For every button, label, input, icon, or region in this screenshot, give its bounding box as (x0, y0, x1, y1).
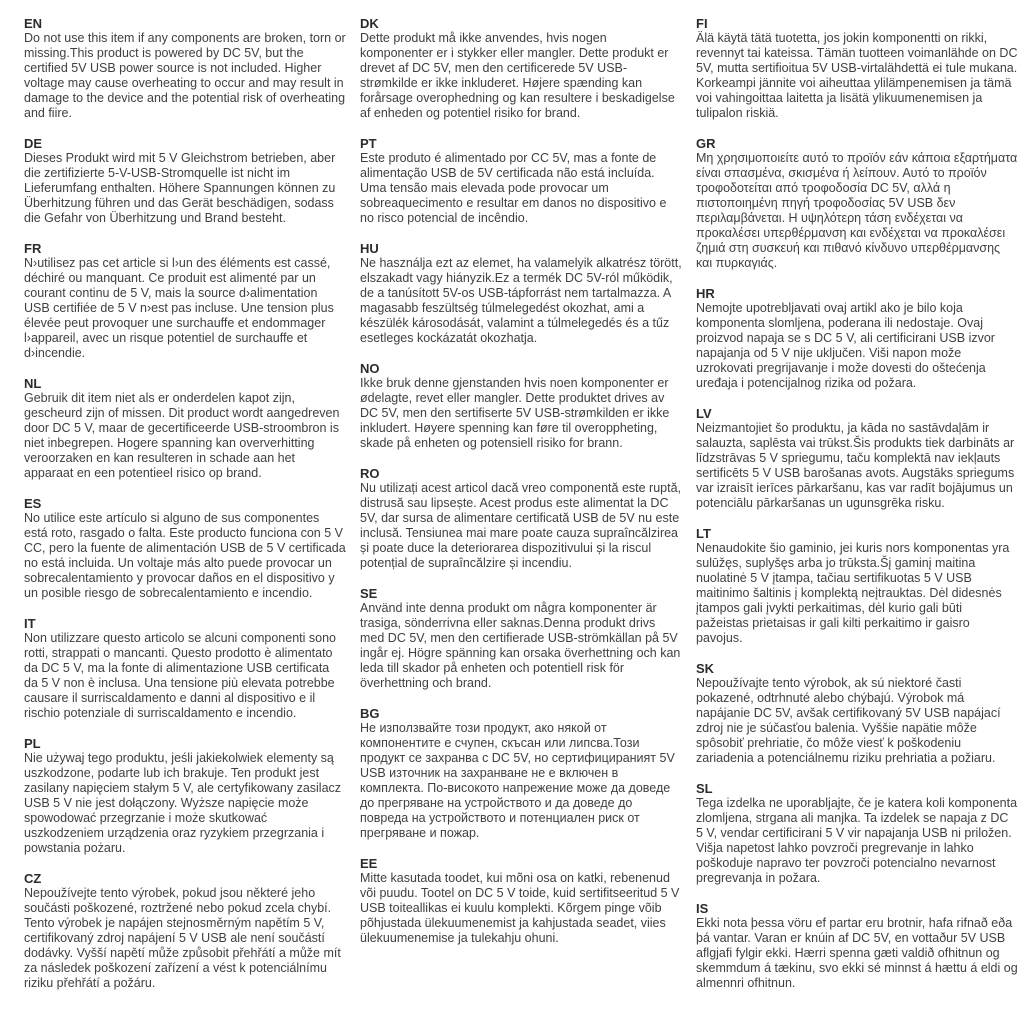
language-code-heading: FI (696, 16, 708, 31)
language-code-heading: SL (696, 781, 713, 796)
column-2 (360, 16, 682, 1006)
language-code-heading: LT (696, 526, 711, 541)
language-code-heading: RO (360, 466, 380, 481)
language-code-heading: PL (24, 736, 41, 751)
warning-text: Nepoužívajte tento výrobok, ak sú niektoré časti pokazené, odtrhnuté alebo chýbajú. Výrobok má napájanie DC 5V, avšak certifikovaný 5V USB napájací zdroj nie je súčasťou balenia. Vyššie napätie môže spôsobiť prehriatie, čo môže viesť k poškodeniu zariadenia a potenciálnemu riziku prehriatia a požiaru. (696, 676, 1001, 765)
warning-text: Neizmantojiet šo produktu, ja kāda no sastāvdaļām ir salauzta, saplēsta vai trūkst.Šis produkts tiek darbināts ar līdzstrāvas 5 V spriegumu, taču komplektā nav iekļauts sertificēts 5 V USB barošanas avots. Augstāks spriegums var izraisīt ierīces pārkaršanu, kas var radīt bojājumus un potenciālu pārkaršanas un ugunsgrēka risku. (696, 421, 1015, 510)
language-section (360, 466, 682, 571)
language-code-heading: CZ (24, 871, 42, 886)
language-section (24, 376, 346, 481)
warning-text: Non utilizzare questo articolo se alcuni componenti sono rotti, strappati o mancanti. Questo prodotto è alimentato da DC 5 V, ma la fonte di alimentazione USB certificata da 5 V non è inclusa. Una tensione più elevata potrebbe causare il surriscaldamento e danni al dispositivo e il rischio potenziale di surriscaldamento e incendio. (24, 631, 336, 720)
language-code-heading: SK (696, 661, 715, 676)
language-code-heading: EE (360, 856, 378, 871)
warning-text: Gebruik dit item niet als er onderdelen kapot zijn, gescheurd zijn of missen. Dit product wordt aangedreven door DC 5 V, maar de gecertificeerde USB-stroombron is niet inbegrepen. Hogere spanning kan oververhitting veroorzaken en kan resulteren in schade aan het apparaat en een potentieel risico op brand. (24, 391, 340, 480)
language-code-heading: ES (24, 496, 42, 511)
language-section (24, 241, 346, 361)
warning-text: Nepoužívejte tento výrobek, pokud jsou některé jeho součásti poškozené, roztržené nebo pokud zcela chybí. Tento výrobek je napájen stejnosměrným napětím 5 V, certifikovaný zdroj napájení 5 V USB ale není součástí dodávky. Vyšší napětí může způsobit přehřátí a může mít za následek poškození zařízení a vést k potenciálnímu riziku přehřátí a požáru. (24, 886, 341, 990)
column-3 (696, 16, 1018, 1006)
language-section (360, 361, 682, 451)
language-section (24, 616, 346, 721)
language-code-heading: HR (696, 286, 715, 301)
language-code-heading: IS (696, 901, 709, 916)
language-section (696, 136, 1018, 271)
language-section (696, 16, 1018, 121)
language-code-heading: EN (24, 16, 43, 31)
warning-text: Do not use this item if any components are broken, torn or missing.This product is powered by DC 5V, but the certified 5V USB power source is not included. Higher voltage may cause overheating to occur and may result in damage to the device and the potential risk of overheating and fiire. (24, 31, 346, 120)
warning-text: Använd inte denna produkt om några komponenter är trasiga, sönderrivna eller saknas.Denna produkt drivs med DC 5V, men den certifierade USB-strömkällan på 5V ingår ej. Högre spänning kan orsaka överhettning och kan leda till skador på enheten och potentiell risk för överhettning och brand. (360, 601, 681, 690)
language-code-heading: PT (360, 136, 377, 151)
language-section (360, 706, 682, 841)
language-section (360, 16, 682, 121)
warning-text: Nemojte upotrebljavati ovaj artikl ako je bilo koja komponenta slomljena, poderana ili nedostaje. Ovaj proizvod napaja se s DC 5 V, ali certificirani USB izvor napajanja od 5 V nije uključen. Viši napon može uzrokovati pregrijavanje i može dovesti do oštećenja uređaja i potencijalnog rizika od požara. (696, 301, 995, 390)
language-section (696, 406, 1018, 511)
language-code-heading: HU (360, 241, 379, 256)
language-section (24, 496, 346, 601)
language-section (696, 286, 1018, 391)
warning-text: Dieses Produkt wird mit 5 V Gleichstrom betrieben, aber die zertifizierte 5-V-USB-Stromquelle ist nicht im Lieferumfang enthalten. Höhere Spannungen können zu Überhitzung führen und das Gerät beschädigen, sodass die Gefahr von Überhitzung und Brand besteht. (24, 151, 336, 225)
language-code-heading: IT (24, 616, 36, 631)
warning-text: Ikke bruk denne gjenstanden hvis noen komponenter er ødelagte, revet eller mangler. Dette produktet drives av DC 5V, men den sertifiserte 5V USB-strømkilden er ikke inkludert. Høyere spenning kan føre til overoppheting, skade på enheten og potensiell risiko for brann. (360, 376, 670, 450)
warning-text: Nie używaj tego produktu, jeśli jakiekolwiek elementy są uszkodzone, podarte lub ich brakuje. Ten produkt jest zasilany napięciem stałym 5 V, ale certyfikowany zasilacz USB 5 V nie jest dołączony. Wyższe napięcie może spowodować przegrzanie i może skutkować uszkodzeniem urządzenia oraz ryzykiem przegrzania i powstania pożaru. (24, 751, 342, 855)
warning-text: Ekki nota þessa vöru ef partar eru brotnir, hafa rifnað eða þá vantar. Varan er knúin af DC 5V, en vottaður 5V USB aflgjafi fylgir ekki. Hærri spenna gæti valdið ofhitnun og skemmdum á tækinu, svo ekki sé minnst á hættu á eldi og almennri ofhitnun. (696, 916, 1018, 990)
language-code-heading: DK (360, 16, 379, 31)
language-section (360, 856, 682, 946)
language-section (24, 871, 346, 991)
language-section (360, 241, 682, 346)
warning-text: Dette produkt må ikke anvendes, hvis nogen komponenter er i stykker eller mangler. Dette produkt er drevet af DC 5V, men den certificerede 5V USB-strømkilde er ikke inkluderet. Højere spænding kan forårsage overophedning og kan resultere i beskadigelse af enheden og potentiel risiko for brand. (360, 31, 675, 120)
warning-text: Mitte kasutada toodet, kui mõni osa on katki, rebenenud või puudu. Tootel on DC 5 V toide, kuid sertifitseeritud 5 V USB toiteallikas ei kuulu komplekti. Kõrgem pinge võib põhjustada ülekuumenemist ja kahjustada seadet, viies ülekuumenemise ja tulekahju ohuni. (360, 871, 680, 945)
warning-text: Nenaudokite šio gaminio, jei kuris nors komponentas yra sulūžęs, suplyšęs arba jo trūksta.Šį gaminį maitina nuolatinė 5 V įtampa, tačiau sertifikuotas 5 V USB maitinimo šaltinis į komplektą neįtrauktas. Dėl didesnės įtampos gali įvykti perkaitimas, dėl kurio gali būti pažeistas prietaisas ir gali kilti perkaitimo ir gaisro pavojus. (696, 541, 1010, 645)
column-1 (24, 16, 346, 1006)
language-section (360, 136, 682, 226)
language-code-heading: SE (360, 586, 378, 601)
language-code-heading: NO (360, 361, 380, 376)
language-section (696, 901, 1018, 991)
language-code-heading: NL (24, 376, 42, 391)
warning-text: N›utilisez pas cet article si l›un des éléments est cassé, déchiré ou manquant. Ce produit est alimenté par un courant continu de 5 V, mais la source d›alimentation USB certifiée de 5 V n›est pas incluse. Une tension plus élevée peut provoquer une surchauffe et endommager l›appareil, avec un risque potentiel de surchauffe et d›incendie. (24, 256, 334, 360)
warning-text: Älä käytä tätä tuotetta, jos jokin komponentti on rikki, revennyt tai kateissa. Tämän tuotteen voimanlähde on DC 5V, mutta sertifioitua 5V USB-virtalähdettä ei tule mukana. Korkeampi jännite voi aiheuttaa ylilämpenemisen ja tämä voi vahingoittaa laitetta ja lisätä ylikuumenemisen ja tulipalon riskiä. (696, 31, 1018, 120)
language-code-heading: BG (360, 706, 380, 721)
language-code-heading: LV (696, 406, 712, 421)
language-section (696, 526, 1018, 646)
language-code-heading: DE (24, 136, 43, 151)
language-section (360, 586, 682, 691)
warning-text: Nu utilizați acest articol dacă vreo componentă este ruptă, distrusă sau lipsește. Acest produs este alimentat la DC 5V, dar sursa de alimentare certificată USB de 5V nu este inclusă. Tensiunea mai mare poate cauza supraîncălzirea și poate duce la deteriorarea dispozitivului și la riscul potențial de supraîncălzire și incendiu. (360, 481, 682, 570)
warning-text: Μη χρησιμοποιείτε αυτό το προϊόν εάν κάποια εξαρτήματα είναι σπασμένα, σκισμένα ή λείπουν. Αυτό το προϊόν τροφοδοτείται από τροφοδοσία DC 5V, αλλά η πιστοποιημένη πηγή τροφοδοσίας 5V USB δεν περιλαμβάνεται. Η υψηλότερη τάση ενδέχεται να προκαλέσει υπερθέρμανση και ενδέχεται να προκαλέσει ζημιά στη συσκευή και πιθανό κίνδυνο υπερθέρμανσης και πυρκαγιάς. (696, 151, 1018, 270)
language-section (696, 661, 1018, 766)
language-section (24, 736, 346, 856)
language-section (696, 781, 1018, 886)
warning-text: Este produto é alimentado por CC 5V, mas a fonte de alimentação USB de 5V certificada não está incluída. Uma tensão mais elevada pode provocar um sobreaquecimento e resultar em danos no dispositivo e no risco potencial de incêndio. (360, 151, 667, 225)
language-code-heading: FR (24, 241, 42, 256)
language-code-heading: GR (696, 136, 716, 151)
warning-text: No utilice este artículo si alguno de sus componentes está roto, rasgado o falta. Este producto funciona con 5 V CC, pero la fuente de alimentación USB de 5 V certificada no está incluida. Un voltaje más alto puede provocar un sobrecalentamiento y provocar daños en el dispositivo y un posible riesgo de sobrecalentamiento e incendio. (24, 511, 346, 600)
warning-text: Tega izdelka ne uporabljajte, če je katera koli komponenta zlomljena, strgana ali manjka. Ta izdelek se napaja z DC 5 V, vendar certificirani 5 V vir napajanja USB ni priložen. Višja napetost lahko povzroči pregrevanje in lahko poškoduje napravo ter povzroči potencialno nevarnost pregrevanja in požara. (696, 796, 1018, 885)
warning-text: Не използвайте този продукт, ако някой от компонентите е счупен, скъсан или липсва.Този продукт се захранва с DC 5V, но сертифицираният 5V USB източник на захранване не е включен в комплекта. По-високото напрежение може да доведе до прегряване на устройството и да доведе до повреда на устройството и потенциален риск от прегряване и пожар. (360, 721, 675, 840)
warning-text: Ne használja ezt az elemet, ha valamelyik alkatrész törött, elszakadt vagy hiányzik.Ez a termék DC 5V-ról működik, de a tanúsított 5V-os USB-tápforrást nem tartalmazza. A magasabb feszültség túlmelegedést okozhat, ami a készülék károsodását, valamint a túlmelegedés és a tűz esetleges kockázatát okozhatja. (360, 256, 682, 345)
language-section (24, 136, 346, 226)
language-section (24, 16, 346, 121)
